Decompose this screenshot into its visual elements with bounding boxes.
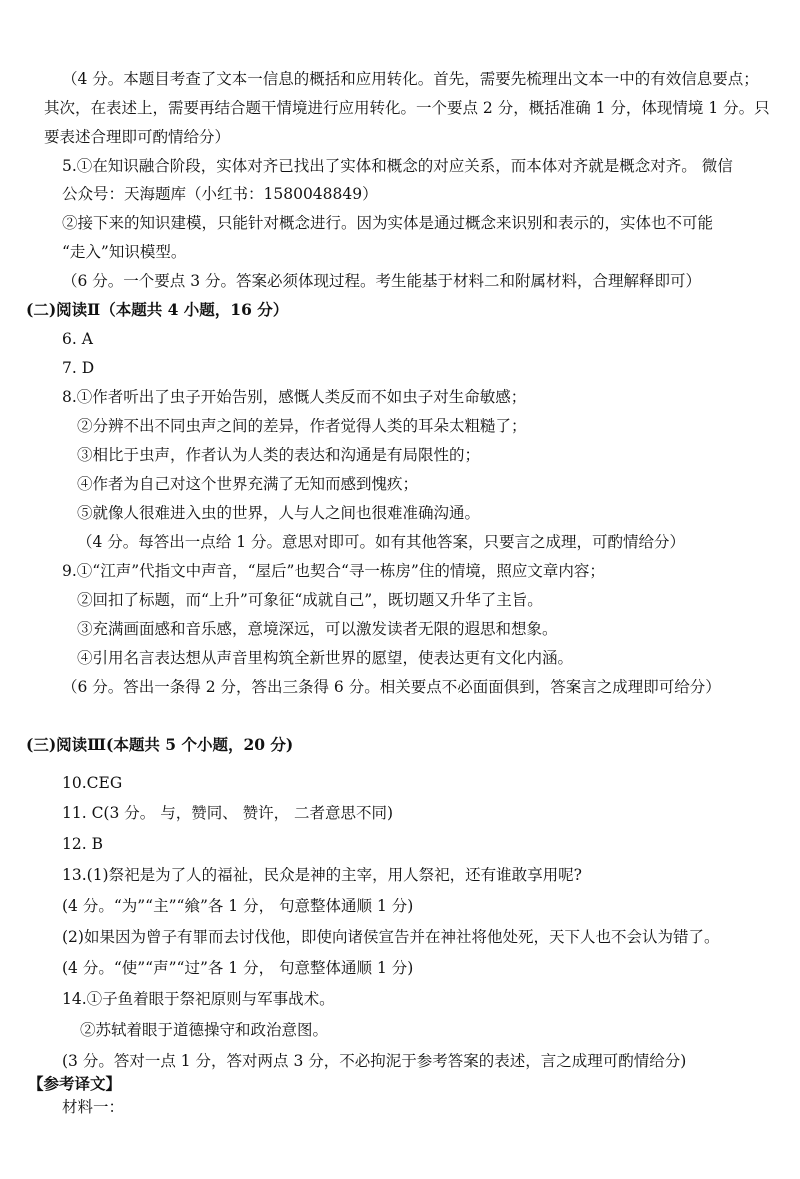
text-line: 14.①子鱼着眼于祭祀原则与军事战术。	[62, 990, 335, 1008]
text-line: ④作者为自己对这个世界充满了无知而感到愧疚；	[77, 475, 419, 493]
text-line: ④引用名言表达想从声音里构筑全新世界的愿望，使表达更有文化内涵。	[77, 649, 574, 667]
text-line: 12. B	[62, 835, 103, 853]
text-line: 6. A	[62, 330, 93, 348]
text-line: 13.(1)祭祀是为了人的福祉，民众是神的主宰，用人祭祀，还有谁敢享用呢?	[62, 866, 582, 884]
text-line: （4 分。每答出一点给 1 分。意思对即可。如有其他答案，只要言之成理，可酌情给分）	[77, 533, 686, 551]
text-line: 7. D	[62, 359, 95, 377]
text-line: (4 分。“为”“主”“飨”各 1 分， 句意整体通顺 1 分)	[62, 897, 414, 915]
text-line: ②分辨不出不同虫声之间的差异，作者觉得人类的耳朵太粗糙了；	[77, 417, 527, 435]
text-line: (2)如果因为曾子有罪而去讨伐他，即使向诸侯宣告并在神社将他处死，天下人也不会认为错了。	[62, 928, 720, 946]
section-heading: (二)阅读Ⅱ（本题共 4 小题，16 分）	[26, 300, 289, 319]
section-heading: 【参考译文】	[28, 1074, 122, 1093]
text-line: ②接下来的知识建模，只能针对概念进行。因为实体是通过概念来识别和表示的，实体也不可能	[62, 214, 714, 232]
text-line: 10.CEG	[62, 774, 123, 792]
text-line: ③充满画面感和音乐感，意境深远，可以激发读者无限的遐思和想象。	[77, 620, 558, 638]
text-line: (4 分。“使”“声”“过”各 1 分， 句意整体通顺 1 分)	[62, 959, 414, 977]
text-line: 9.①“江声”代指文中声音，“屋后”也契合“寻一栋房”住的情境，照应文章内容；	[62, 562, 605, 580]
text-line: “走入”知识模型。	[62, 243, 187, 261]
text-line: 要表述合理即可酌情给分）	[44, 128, 231, 146]
text-line: ③相比于虫声，作者认为人类的表达和沟通是有局限性的；	[77, 446, 481, 464]
text-line: ⑤就像人很难进入虫的世界，人与人之间也很难准确沟通。	[77, 504, 481, 522]
text-line: （6 分。一个要点 3 分。答案必须体现过程。考生能基于材料二和附属材料，合理解释即可）	[62, 272, 702, 290]
section-heading: (三)阅读Ⅲ(本题共 5 个小题，20 分)	[26, 735, 294, 754]
text-line: （6 分。答出一条得 2 分，答出三条得 6 分。相关要点不必面面俱到，答案言之成理即可给分）	[62, 678, 721, 696]
text-line: 材料一：	[62, 1098, 125, 1116]
text-line: 5.①在知识融合阶段，实体对齐已找出了实体和概念的对应关系，而本体对齐就是概念对齐。 微信	[62, 157, 733, 175]
text-line: ②苏轼着眼于道德操守和政治意图。	[80, 1021, 329, 1039]
text-line: 11. C(3 分。 与，赞同、 赞许， 二者意思不同)	[62, 804, 394, 822]
text-line: (3 分。答对一点 1 分，答对两点 3 分，不必拘泥于参考答案的表述，言之成理可酌情给分)	[62, 1052, 687, 1070]
text-line: （4 分。本题目考查了文本一信息的概括和应用转化。首先，需要先梳理出文本一中的有效信息要点；	[62, 70, 759, 88]
text-line: 8.①作者听出了虫子开始告别，感慨人类反而不如虫子对生命敏感；	[62, 388, 527, 406]
text-line: 其次，在表述上，需要再结合题干情境进行应用转化。一个要点 2 分，概括准确 1 分，体现情境 1 分。只	[44, 99, 770, 117]
text-line: ②回扣了标题，而“上升”可象征“成就自己”，既切题又升华了主旨。	[77, 591, 543, 609]
text-line: 公众号：天海题库（小红书：1580048849）	[62, 185, 378, 203]
